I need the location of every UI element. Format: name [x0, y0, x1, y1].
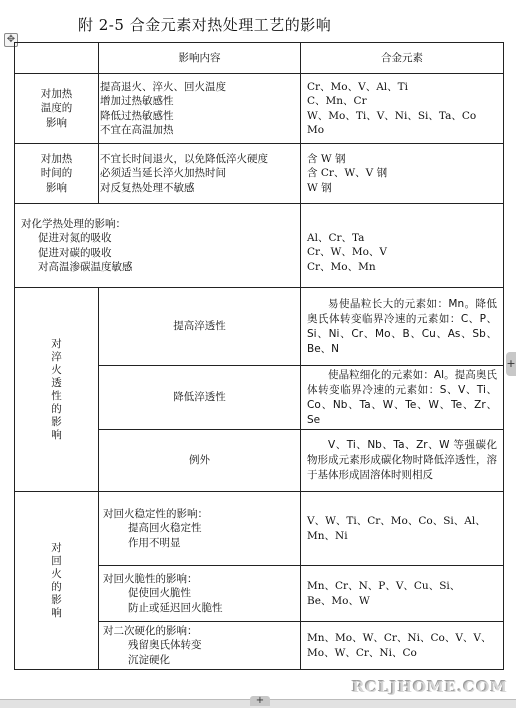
expand-bottom-plus-icon[interactable]: +	[250, 696, 270, 706]
elements-cell: V、Ti、Nb、Ta、Zr、W 等强碳化物形成元素形成碳化物时降低淬透性，溶于基体形成固溶体时则相反	[301, 430, 504, 492]
table-header-content: 影响内容	[99, 43, 301, 74]
expand-right-plus-icon[interactable]: +	[506, 352, 516, 376]
category-hardenability: 对 淬 火 透 性 的 影 响	[15, 288, 99, 492]
elements-cell: Mn、Cr、N、P、V、Cu、Si、 Be、Mo、W	[301, 566, 504, 622]
watermark: RCLJHOME.COM	[351, 678, 508, 696]
alloy-effects-table	[14, 42, 504, 670]
content-cell: 对回火脆性的影响： 促使回火脆性 防止或延迟回火脆性	[99, 566, 301, 622]
sub-decrease-hardenability: 降低淬透性	[99, 366, 301, 430]
sub-exception: 例外	[99, 430, 301, 492]
elements-cell: Al、Cr、Ta Cr、W、Mo、V Cr、Mo、Mn	[301, 204, 504, 288]
content-cell: 对二次硬化的影响： 残留奥氏体转变 沉淀硬化	[99, 622, 301, 670]
category-heating-time: 对加热 时间的 影响	[15, 144, 99, 204]
table-row	[15, 144, 504, 204]
content-cell: 对回火稳定性的影响： 提高回火稳定性 作用不明显	[99, 492, 301, 566]
table-row	[15, 492, 504, 566]
table-row	[15, 288, 504, 366]
elements-cell: 使晶粒细化的元素如：Al。提高奥氏体转变临界冷速的元素如：S、V、Ti、Co、Nb、Ta、W、Te、W、Te、Zr、Se	[301, 366, 504, 430]
category-tempering: 对 回 火 的 影 响	[15, 492, 99, 670]
table-row	[15, 74, 504, 144]
table-row	[15, 204, 504, 288]
table-header-elements: 合金元素	[301, 43, 504, 74]
content-cell: 提高退火、淬火、回火温度 增加过热敏感性 降低过热敏感性 不宜在高温加热	[99, 74, 301, 144]
content-cell: 不宜长时间退火，以免降低淬火硬度 必须适当延长淬火加热时间 对反复热处理不敏感	[99, 144, 301, 204]
elements-cell: 易使晶粒长大的元素如：Mn。降低奥氏体转变临界冷速的元素如：C、P、Si、Ni、Cr、Mo、B、Cu、As、Sb、Be、N	[301, 288, 504, 366]
table-header-empty	[15, 43, 99, 74]
content-chemical-heat-treatment: 对化学热处理的影响： 促进对氮的吸收 促进对碳的吸收 对高温渗碳温度敏感	[15, 204, 301, 288]
page-title: 附 2-5 合金元素对热处理工艺的影响	[78, 16, 332, 34]
elements-cell: V、W、Ti、Cr、Mo、Co、Si、Al、 Mn、Ni	[301, 492, 504, 566]
category-heating-temp: 对加热 温度的 影响	[15, 74, 99, 144]
elements-cell: Cr、Mo、V、Al、Ti C、Mn、Cr W、Mo、Ti、V、Ni、Si、Ta、Co Mo	[301, 74, 504, 144]
table-move-handle-icon[interactable]: ✥	[4, 33, 18, 47]
elements-cell: 含 W 钢 含 Cr、W、V 钢 W 钢	[301, 144, 504, 204]
sub-increase-hardenability: 提高淬透性	[99, 288, 301, 366]
elements-cell: Mn、Mo、W、Cr、Ni、Co、V、V、 Mo、W、Cr、Ni、Co	[301, 622, 504, 670]
